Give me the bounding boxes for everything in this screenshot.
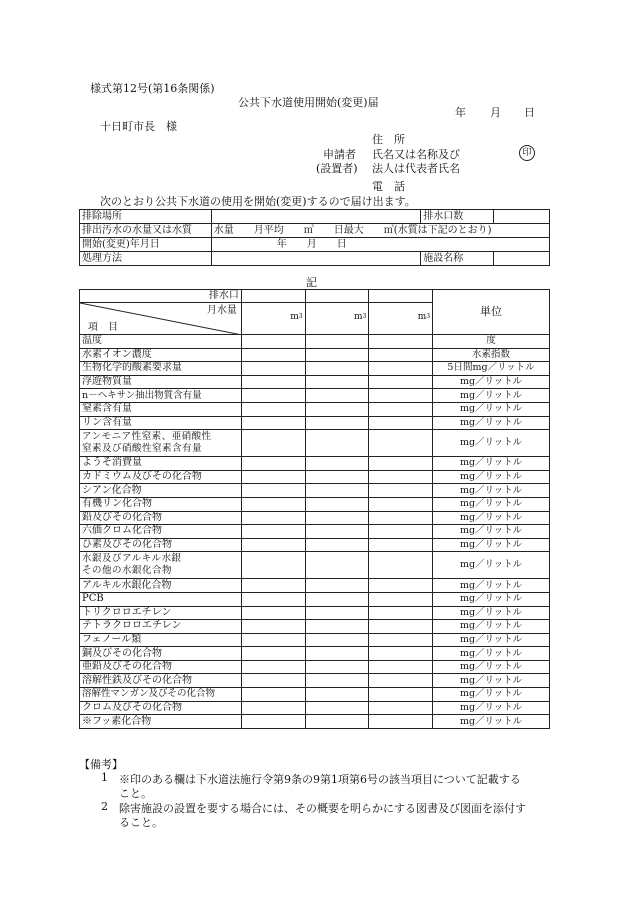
row-value-cell-2[interactable] (305, 497, 369, 511)
row-value-cell-1[interactable] (241, 416, 305, 430)
row-value-cell-3[interactable] (369, 647, 433, 661)
row-item-label: テトラクロロエチレン (80, 620, 242, 634)
table-row (80, 470, 550, 484)
row-value-cell-2[interactable] (305, 606, 369, 620)
row-value-cell-3[interactable] (369, 660, 433, 674)
discharge-place-value[interactable] (211, 210, 420, 224)
row-item-label: ようそ消費量 (80, 457, 242, 471)
row-value-cell-3[interactable] (369, 552, 433, 579)
row-value-cell-3[interactable] (369, 430, 433, 457)
table-row (80, 416, 550, 430)
row-value-cell-2[interactable] (305, 470, 369, 484)
row-unit: mg／リットル (433, 647, 550, 661)
table-row (80, 674, 550, 688)
table-row (80, 497, 550, 511)
start-date-value[interactable]: 年 月 日 (211, 238, 549, 252)
row-unit: mg／リットル (433, 484, 550, 498)
phone-label: 電 話 (372, 180, 405, 193)
row-item-label: アンモニア性窒素、亜硝酸性 窒素及び硝酸性窒素含有量 (80, 430, 242, 457)
table-row (80, 579, 550, 593)
ki-label: 記 (306, 276, 317, 289)
row-value-cell-2[interactable] (305, 552, 369, 579)
row-unit: mg／リットル (433, 389, 550, 403)
row-value-cell-1[interactable] (241, 470, 305, 484)
row-unit: mg／リットル (433, 470, 550, 484)
row-value-cell-3[interactable] (369, 674, 433, 688)
row-value-cell-2[interactable] (305, 457, 369, 471)
table-row (80, 701, 550, 715)
date-month: 月 (490, 106, 501, 119)
row-value-cell-2[interactable] (305, 688, 369, 702)
addressee: 十日町市長 様 (100, 120, 177, 133)
row-value-cell-2[interactable] (305, 620, 369, 634)
date-day: 日 (524, 106, 535, 119)
row-unit: mg／リットル (433, 633, 550, 647)
monthly-label: 月水量 (206, 305, 237, 316)
facility-name-label: 施設名称 (421, 252, 494, 266)
table-row (80, 402, 550, 416)
row-value-cell-1[interactable] (241, 375, 305, 389)
table-row (80, 715, 550, 729)
row-value-cell-2[interactable] (305, 348, 369, 362)
row-value-cell-1[interactable] (241, 579, 305, 593)
row-value-cell-2[interactable] (305, 525, 369, 539)
row-item-label: 溶解性マンガン及びその化合物 (80, 688, 242, 702)
row-value-cell-1[interactable] (241, 606, 305, 620)
row-item-label: 浮遊物質量 (80, 375, 242, 389)
row-unit: 5日間mg／リットル (433, 362, 550, 376)
row-item-label: ※フッ素化合物 (80, 715, 242, 729)
table-row (80, 660, 550, 674)
row-value-cell-2[interactable] (305, 647, 369, 661)
row-item-label: クロム及びその化合物 (80, 701, 242, 715)
row-item-label: ひ素及びその化合物 (80, 538, 242, 552)
row-value-cell-3[interactable] (369, 538, 433, 552)
row-unit: mg／リットル (433, 430, 550, 457)
row-value-cell-1[interactable] (241, 335, 305, 349)
row-value-cell-1[interactable] (241, 389, 305, 403)
row-unit: mg／リットル (433, 674, 550, 688)
water-quantity-label: 排出汚水の水量又は水質 (80, 224, 212, 238)
row-value-cell-1[interactable] (241, 362, 305, 376)
row-value-cell-3[interactable] (369, 362, 433, 376)
row-item-label: リン含有量 (80, 416, 242, 430)
row-value-cell-1[interactable] (241, 647, 305, 661)
row-value-cell-3[interactable] (369, 633, 433, 647)
row-unit: mg／リットル (433, 416, 550, 430)
row-unit: mg／リットル (433, 375, 550, 389)
row-value-cell-3[interactable] (369, 484, 433, 498)
row-item-label: アルキル水銀化合物 (80, 579, 242, 593)
start-date-label: 開始(変更)年月日 (80, 238, 212, 252)
table-row (80, 375, 550, 389)
address-label: 住 所 (372, 133, 405, 146)
table-row (80, 525, 550, 539)
row-value-cell-1[interactable] (241, 592, 305, 606)
outlet-count-value[interactable] (494, 210, 550, 224)
row-value-cell-1[interactable] (241, 348, 305, 362)
table-row (80, 362, 550, 376)
row-value-cell-3[interactable] (369, 511, 433, 525)
row-value-cell-2[interactable] (305, 674, 369, 688)
item-label: 項 目 (88, 322, 118, 333)
intro-text: 次のとおり公共下水道の使用を開始(変更)するので届け出ます。 (100, 195, 416, 208)
row-value-cell-1[interactable] (241, 402, 305, 416)
row-item-label: 生物化学的酸素要求量 (80, 362, 242, 376)
row-value-cell-1[interactable] (241, 701, 305, 715)
row-value-cell-2[interactable] (305, 375, 369, 389)
row-value-cell-1[interactable] (241, 457, 305, 471)
row-value-cell-1[interactable] (241, 674, 305, 688)
table-row (80, 633, 550, 647)
table-row (80, 688, 550, 702)
row-value-cell-3[interactable] (369, 701, 433, 715)
method-value[interactable] (211, 252, 420, 266)
row-item-label: 六価クロム化合物 (80, 525, 242, 539)
method-label: 処理方法 (80, 252, 212, 266)
row-unit: mg／リットル (433, 497, 550, 511)
note-2-line-2: ること。 (119, 816, 163, 829)
note-1-number: 1 (101, 771, 108, 784)
row-item-label: 温度 (80, 335, 242, 349)
row-unit: mg／リットル (433, 552, 550, 579)
row-unit: mg／リットル (433, 579, 550, 593)
row-value-cell-3[interactable] (369, 688, 433, 702)
row-value-cell-3[interactable] (369, 497, 433, 511)
water-quantity-value[interactable]: 水量 月平均 ㎥ 日最大 ㎥(水質は下記のとおり) (211, 224, 549, 238)
date-year: 年 (455, 106, 466, 119)
row-unit: mg／リットル (433, 715, 550, 729)
table-row (80, 552, 550, 579)
applicant-role: 申請者 (323, 148, 356, 161)
row-value-cell-2[interactable] (305, 335, 369, 349)
row-value-cell-1[interactable] (241, 511, 305, 525)
row-unit: mg／リットル (433, 538, 550, 552)
row-value-cell-3[interactable] (369, 389, 433, 403)
row-item-label: 窒素含有量 (80, 402, 242, 416)
table-row (80, 335, 550, 349)
form-number: 様式第12号(第16条関係) (90, 82, 215, 95)
row-value-cell-2[interactable] (305, 633, 369, 647)
row-value-cell-1[interactable] (241, 660, 305, 674)
outlet-cell-1[interactable] (241, 290, 305, 303)
row-item-label: n－ヘキサン抽出物質含有量 (80, 389, 242, 403)
row-value-cell-2[interactable] (305, 511, 369, 525)
row-value-cell-1[interactable] (241, 620, 305, 634)
notes-heading: 【備考】 (79, 758, 123, 771)
row-unit: mg／リットル (433, 592, 550, 606)
m3-cell-3[interactable]: $m^3$ (369, 303, 433, 335)
row-value-cell-3[interactable] (369, 402, 433, 416)
row-item-label: トリクロロエチレン (80, 606, 242, 620)
row-item-label: PCB (80, 592, 242, 606)
row-value-cell-3[interactable] (369, 416, 433, 430)
row-value-cell-2[interactable] (305, 592, 369, 606)
note-1-line-1: ※印のある欄は下水道法施行令第9条の9第1項第6号の該当項目について記載する (119, 773, 521, 786)
note-2-line-1: 除害施設の設置を要する場合には、その概要を明らかにする図書及び図面を添付す (119, 802, 526, 815)
table-row (80, 484, 550, 498)
table-row (80, 647, 550, 661)
row-value-cell-2[interactable] (305, 715, 369, 729)
facility-name-value[interactable] (494, 252, 550, 266)
row-value-cell-3[interactable] (369, 470, 433, 484)
page-title: 公共下水道使用開始(変更)届 (238, 96, 379, 109)
row-value-cell-1[interactable] (241, 497, 305, 511)
installer-role: (設置者) (316, 162, 358, 175)
row-item-label: 鉛及びその化合物 (80, 511, 242, 525)
row-item-label: フェノール類 (80, 633, 242, 647)
table-row (80, 592, 550, 606)
outlet-cell-2[interactable] (305, 290, 369, 303)
unit-header: 単位 (433, 290, 550, 335)
row-value-cell-1[interactable] (241, 688, 305, 702)
table-row (80, 457, 550, 471)
quality-table (79, 289, 550, 729)
row-unit: mg／リットル (433, 620, 550, 634)
note-2-number: 2 (101, 800, 108, 813)
table-row (80, 620, 550, 634)
row-value-cell-2[interactable] (305, 701, 369, 715)
row-value-cell-1[interactable] (241, 525, 305, 539)
row-item-label: 水素イオン濃度 (80, 348, 242, 362)
row-value-cell-2[interactable] (305, 579, 369, 593)
row-value-cell-2[interactable] (305, 430, 369, 457)
row-value-cell-1[interactable] (241, 552, 305, 579)
table-row (80, 430, 550, 457)
row-value-cell-2[interactable] (305, 362, 369, 376)
row-value-cell-1[interactable] (241, 715, 305, 729)
row-value-cell-2[interactable] (305, 402, 369, 416)
seal-mark: 印 (519, 145, 535, 161)
note-1-line-2: こと。 (119, 787, 152, 800)
row-value-cell-2[interactable] (305, 484, 369, 498)
row-unit: 水素指数 (433, 348, 550, 362)
row-value-cell-3[interactable] (369, 592, 433, 606)
header-diagonal-cell (80, 303, 242, 335)
table-row (80, 606, 550, 620)
table-row (80, 348, 550, 362)
row-value-cell-1[interactable] (241, 633, 305, 647)
row-value-cell-2[interactable] (305, 538, 369, 552)
name-label-2: 法人は代表者氏名 (372, 162, 460, 175)
table-row (80, 389, 550, 403)
info-table (79, 209, 550, 266)
row-value-cell-3[interactable] (369, 348, 433, 362)
row-unit: mg／リットル (433, 660, 550, 674)
row-item-label: カドミウム及びその化合物 (80, 470, 242, 484)
row-value-cell-1[interactable] (241, 430, 305, 457)
row-value-cell-3[interactable] (369, 715, 433, 729)
row-value-cell-3[interactable] (369, 457, 433, 471)
row-unit: 度 (433, 335, 550, 349)
row-value-cell-3[interactable] (369, 579, 433, 593)
table-row (80, 538, 550, 552)
row-item-label: 水銀及びアルキル水銀 その他の水銀化合物 (80, 552, 242, 579)
row-value-cell-3[interactable] (369, 525, 433, 539)
row-unit: mg／リットル (433, 688, 550, 702)
row-item-label: 溶解性鉄及びその化合物 (80, 674, 242, 688)
outlet-label: 排水口 (80, 290, 242, 303)
row-value-cell-2[interactable] (305, 660, 369, 674)
outlet-cell-3[interactable] (369, 290, 433, 303)
row-unit: mg／リットル (433, 402, 550, 416)
row-value-cell-1[interactable] (241, 538, 305, 552)
row-value-cell-3[interactable] (369, 335, 433, 349)
row-value-cell-2[interactable] (305, 389, 369, 403)
row-unit: mg／リットル (433, 525, 550, 539)
table-row (80, 511, 550, 525)
m3-cell-2[interactable]: $m^3$ (305, 303, 369, 335)
row-value-cell-3[interactable] (369, 375, 433, 389)
row-value-cell-1[interactable] (241, 484, 305, 498)
row-value-cell-2[interactable] (305, 416, 369, 430)
row-value-cell-3[interactable] (369, 606, 433, 620)
row-unit: mg／リットル (433, 701, 550, 715)
row-item-label: 有機リン化合物 (80, 497, 242, 511)
row-unit: mg／リットル (433, 511, 550, 525)
row-value-cell-3[interactable] (369, 620, 433, 634)
m3-cell-1[interactable]: $m^3$ (241, 303, 305, 335)
row-item-label: 亜鉛及びその化合物 (80, 660, 242, 674)
row-item-label: シアン化合物 (80, 484, 242, 498)
row-item-label: 銅及びその化合物 (80, 647, 242, 661)
row-unit: mg／リットル (433, 606, 550, 620)
outlet-count-label: 排水口数 (421, 210, 494, 224)
discharge-place-label: 排除場所 (80, 210, 212, 224)
row-unit: mg／リットル (433, 457, 550, 471)
name-label-1: 氏名又は名称及び (372, 148, 460, 161)
